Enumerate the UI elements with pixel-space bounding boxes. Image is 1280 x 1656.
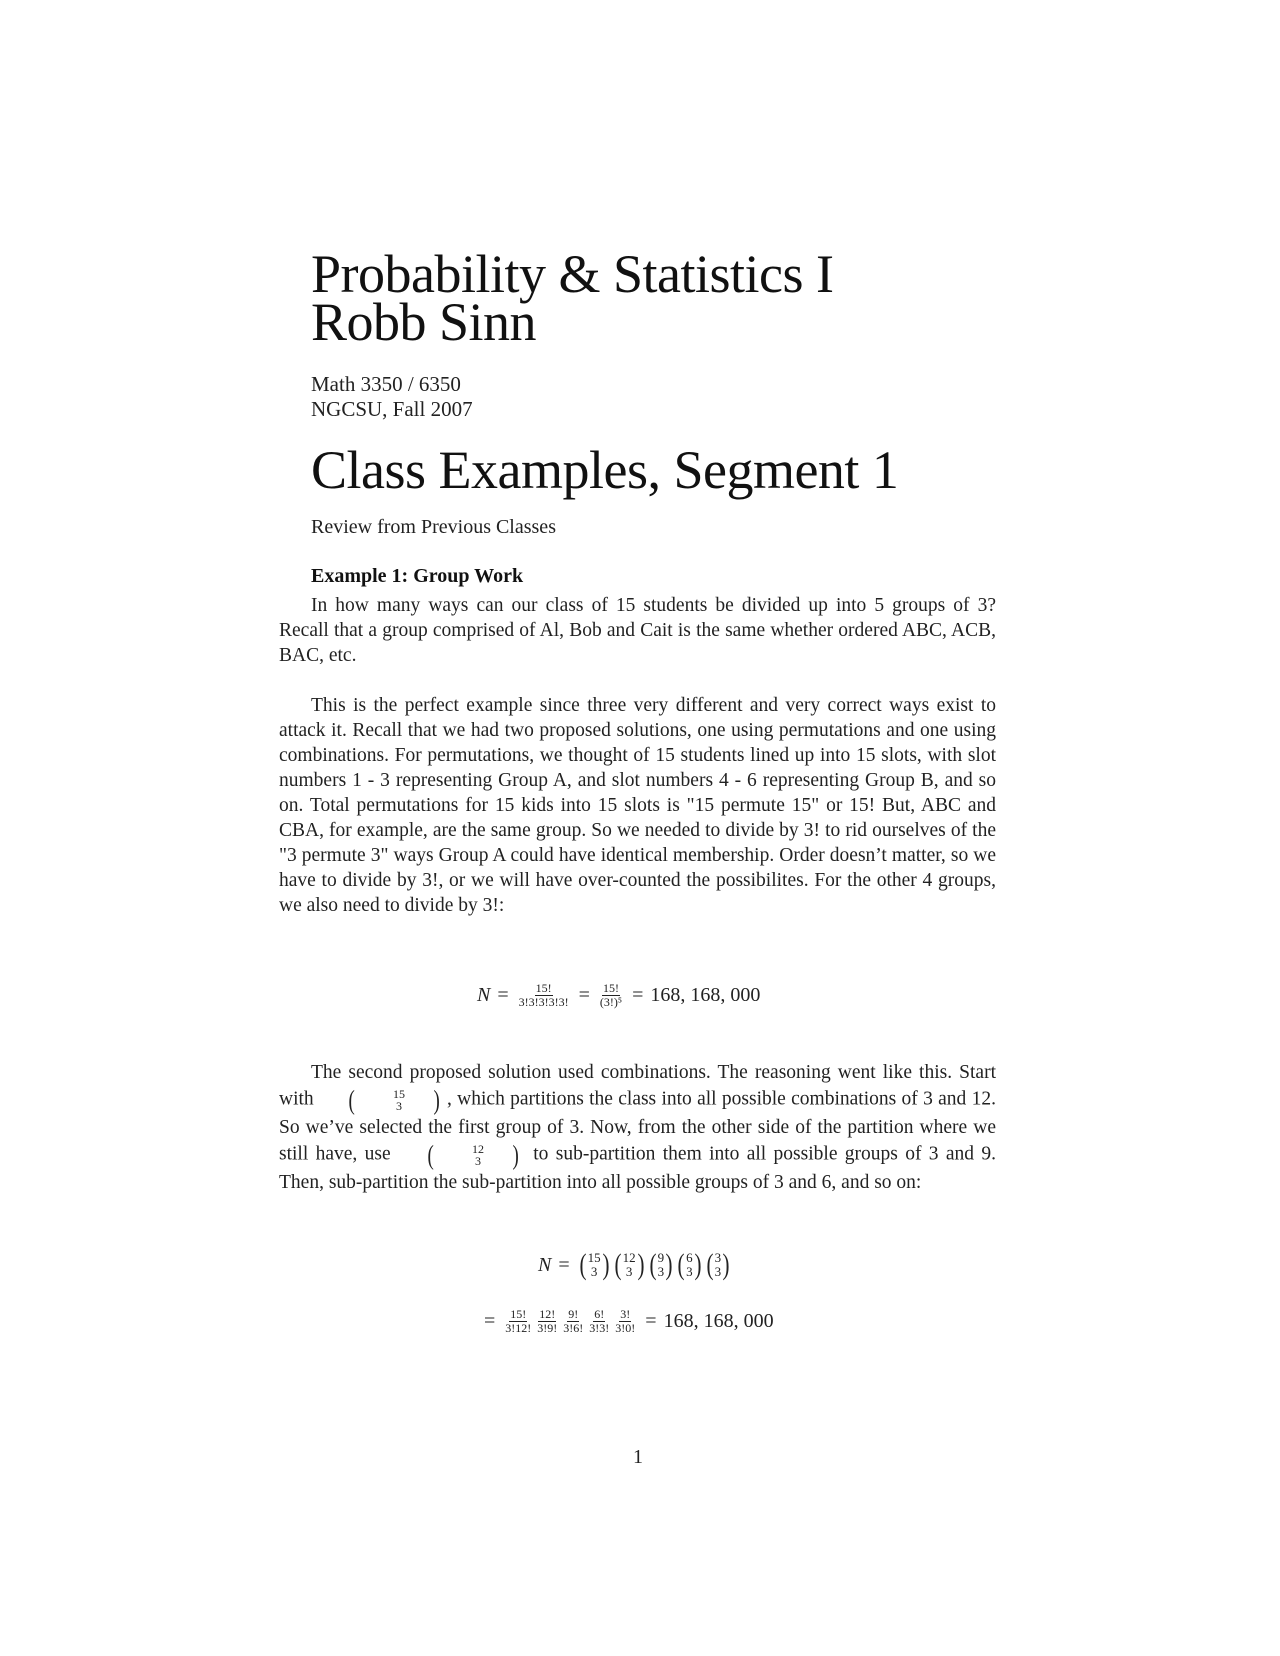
title-line-author: Robb Sinn <box>311 292 537 352</box>
fraction-numerator: 15! <box>602 981 619 995</box>
fraction-numerator: 6! <box>594 1307 605 1321</box>
binomial-n: 3 <box>714 1250 722 1265</box>
fraction-numerator: 15! <box>535 981 552 995</box>
example-paragraph-3 <box>279 1060 996 1195</box>
paragraph-text: , which partitions the class into all possible combinations of 3 and 12. So we’ve selected the first group of 3. Now, from the other side of the partition where we still have, use <box>279 1088 996 1165</box>
equals-sign: = <box>578 984 590 1006</box>
fraction-denominator: 3!0! <box>615 1321 636 1335</box>
example-heading: Example 1: Group Work <box>311 565 524 587</box>
binomial-n: 15 <box>392 1087 405 1101</box>
binomial-k: 3 <box>590 1264 598 1279</box>
equation-result: 168, 168, 000 <box>663 1310 774 1332</box>
fraction-denominator: 3!9! <box>537 1321 558 1335</box>
course-number: Math 3350 / 6350 <box>311 372 461 396</box>
binomial-k: 3 <box>625 1264 633 1279</box>
paragraph-text: The second proposed solution used combinations. The reasoning went like this. Start with <box>279 1062 996 1110</box>
fraction-numerator: 15! <box>510 1307 527 1321</box>
fraction <box>536 1308 558 1335</box>
equation-variable: N <box>477 984 491 1006</box>
binomial-n: 12 <box>622 1250 636 1265</box>
equals-sign: = <box>632 984 644 1006</box>
fraction-denominator: 3!3! <box>589 1321 610 1335</box>
document-title <box>311 244 834 352</box>
binomial-n: 12 <box>471 1142 484 1156</box>
fraction-denominator: 3!3!3!3!3! <box>518 995 569 1009</box>
equals-sign: = <box>645 1310 657 1332</box>
fraction <box>518 982 570 1009</box>
equals-sign: = <box>497 984 509 1006</box>
equation-result: 168, 168, 000 <box>650 984 761 1006</box>
fraction <box>588 1308 610 1335</box>
binomial-coefficient: ( 3 3 ) <box>706 1248 730 1281</box>
fraction-denominator: 3!12! <box>505 1321 532 1335</box>
equals-sign: = <box>484 1310 496 1332</box>
binomial-coefficient: ( 15 3 ) <box>579 1248 610 1281</box>
fraction <box>562 1308 584 1335</box>
binomial-coefficient: ( 6 3 ) <box>677 1248 702 1281</box>
equation-variable: N <box>538 1253 552 1276</box>
binomial-k: 3 <box>474 1154 481 1168</box>
equation-combinations <box>538 1250 732 1280</box>
binomial-coefficient: ( 12 3 ) <box>614 1248 645 1281</box>
fraction <box>599 982 623 1009</box>
binomial-n: 15 <box>587 1250 601 1265</box>
fraction-denominator: 3!6! <box>563 1321 584 1335</box>
equation-permutations <box>477 982 760 1009</box>
fraction <box>614 1308 636 1335</box>
binomial-k: 3 <box>686 1264 693 1279</box>
equals-sign: = <box>558 1253 570 1276</box>
binomial-coefficient: ( 9 3 ) <box>649 1248 673 1281</box>
example-paragraph-2: This is the perfect example since three very different and very correct ways exist to attack it. Recall that we had two proposed solutions, one using permutations and one using combinations. For permutations, we thought of 15 students lined up into 15 slots, with slot numbers 1 - 3 representing Group A, and slot numbers 4 - 6 representing Group B, and so on. Total permutations for 15 kids into 15 slots is "15 permute 15" or 15! But, ABC and CBA, for example, are the same group. So we needed to divide by 3! to rid ourselves of the "3 permute 3" ways Group A could have identical membership. Order doesn’t matter, so we have to divide by 3!, or we will have over-counted the possibilites. For the other 4 groups, we also need to divide by 3!: <box>279 695 996 916</box>
equation-factorial-product <box>477 1308 774 1335</box>
segment-title: Class Examples, Segment 1 <box>311 440 899 500</box>
course-info <box>311 372 473 422</box>
fraction-denominator: (3!)⁵ <box>599 995 623 1009</box>
fraction-numerator: 12! <box>539 1307 556 1321</box>
review-subtitle: Review from Previous Classes <box>311 516 556 538</box>
example-paragraph-1: In how many ways can our class of 15 students be divided up into 5 groups of 3? Recall that a group comprised of Al, Bob and Cait is the same whether ordered ABC, ACB, BAC, etc. <box>279 595 996 666</box>
binomial-n: 6 <box>686 1250 693 1265</box>
course-term: NGCSU, Fall 2007 <box>311 397 473 421</box>
fraction-numerator: 9! <box>568 1307 579 1321</box>
title-line-course: Probability & Statistics I <box>311 244 834 304</box>
binomial-n: 9 <box>657 1250 665 1265</box>
binomial-k: 3 <box>395 1099 402 1113</box>
fraction-numerator: 3! <box>620 1307 631 1321</box>
fraction <box>504 1308 532 1335</box>
page-number: 1 <box>633 1446 643 1468</box>
binomial-k: 3 <box>714 1264 722 1279</box>
binomial-k: 3 <box>657 1264 665 1279</box>
binomial-coefficient: ( 12 3 ) <box>427 1140 519 1170</box>
binomial-coefficient: ( 15 3 ) <box>348 1085 440 1115</box>
paragraph-text: to sub-partition them into all possible groups of 3 and 9. Then, sub-partition the sub-partition into all possible groups of 3 and 6, and so on: <box>279 1143 996 1193</box>
